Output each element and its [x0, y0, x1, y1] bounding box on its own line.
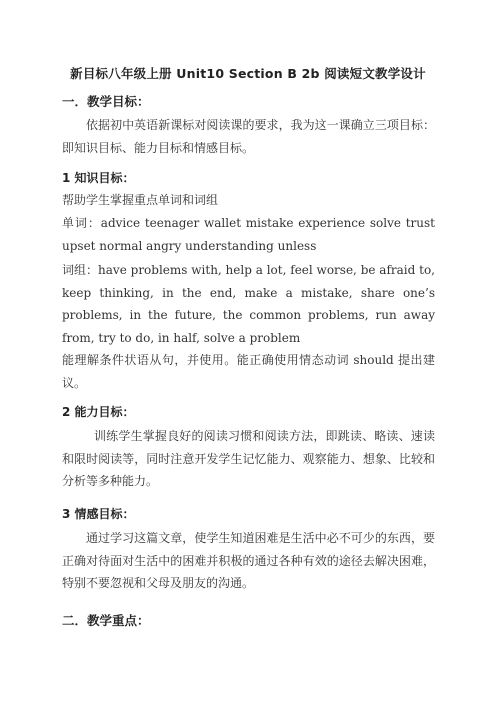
goals-intro-paragraph: 依据初中英语新课标对阅读课的要求，我为这一课确立三项目标：即知识目标、能力目标和情感目标。	[62, 118, 435, 155]
grammar-goals-paragraph: 能理解条件状语从句，并使用。能正确使用情态动词 should 提出建议。	[62, 353, 435, 390]
section-heading-teaching-goals: 一．教学目标：	[62, 94, 150, 109]
ability-goals-heading: 2 能力目标：	[62, 405, 135, 419]
emotion-goals-heading: 3 情感目标：	[62, 507, 135, 521]
knowledge-goals-line: 帮助学生掌握重点单词和词组	[62, 193, 219, 207]
document-title: 新目标八年级上册 Unit10 Section B 2b 阅读短文教学设计	[70, 66, 426, 81]
emotion-goals-paragraph: 通过学习这篇文章，使学生知道困难是生活中必不可少的东西，要正确对待面对生活中的困难并积极的通过各种有效的途径去解决困难，特别不要忽视和父母及朋友的沟通。	[62, 531, 435, 590]
section-heading-teaching-focus: 二．教学重点：	[62, 613, 150, 628]
vocabulary-words-paragraph: 单词：advice teenager wallet mistake experience solve trust upset normal angry understanding unless	[62, 216, 435, 253]
knowledge-goals-heading: 1 知识目标：	[62, 171, 135, 185]
vocabulary-phrases-paragraph: 词组：have problems with, help a lot, feel worse, be afraid to, keep thinking, in the end, make a mistake, share one’s problems, in the future, the common problems, run away from, try to do, in half, solve a problem	[62, 263, 435, 345]
ability-goals-paragraph: 训练学生掌握良好的阅读习惯和阅读方法，即跳读、略读、速读和限时阅读等，同时注意开发学生记忆能力、观察能力、想象、比较和分析等多种能力。	[62, 429, 435, 488]
